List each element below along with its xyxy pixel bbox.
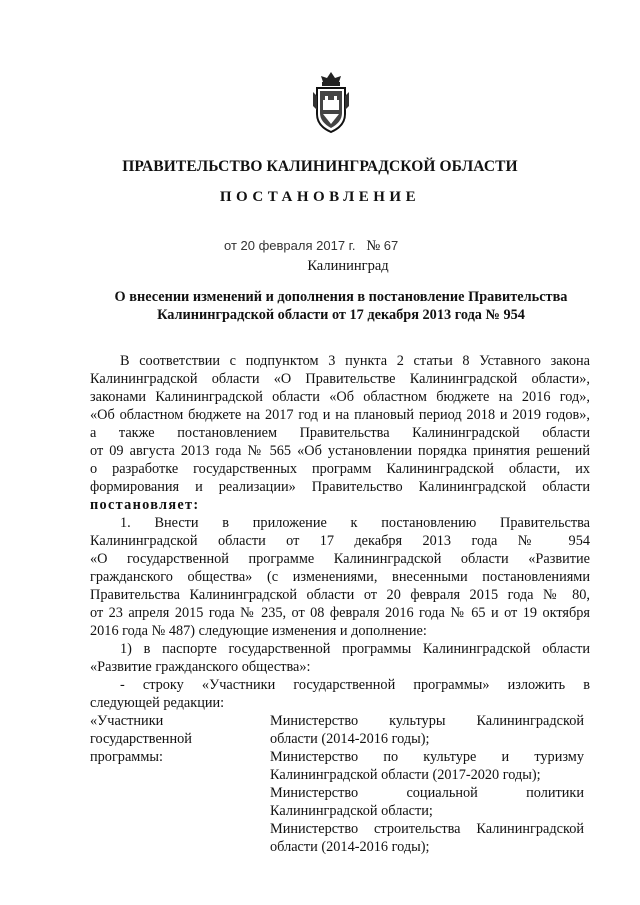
document-date: 20 февраля 2017 г. — [240, 238, 356, 253]
government-name: ПРАВИТЕЛЬСТВО КАЛИНИНГРАДСКОЙ ОБЛАСТИ — [122, 158, 518, 175]
table-left-line: программы: — [90, 749, 163, 765]
body-line: законами Калининградской области «Об областном бюджете на 2016 год», — [90, 389, 590, 405]
dash-line: - строку «Участники государственной программы» изложить в — [120, 677, 590, 693]
item-line: от 23 апреля 2015 года № 235, от 08 февраля 2016 года № 65 и от 19 октября — [90, 605, 590, 621]
body-line: «Об областном бюджете на 2017 год и на плановый период 2018 и 2019 годов», — [90, 407, 590, 423]
item-line: 1. Внести в приложение к постановлению Правительства — [120, 515, 590, 531]
item-line: «О государственной программе Калининградской области «Развитие — [90, 551, 590, 567]
item-line: Калининградской области от 17 декабря 2013 года № 954 — [90, 533, 590, 549]
dash-line: следующей редакции: — [90, 695, 225, 711]
item-line: 2016 года № 487) следующие изменения и дополнение: — [90, 623, 427, 639]
table-right-line: Министерство по культуре и туризму — [270, 749, 584, 765]
coat-of-arms-emblem — [311, 70, 351, 134]
body-line: от 09 августа 2013 года № 565 «Об установлении порядка принятия решений — [90, 443, 590, 459]
table-left-column — [90, 712, 192, 766]
table-left-line: государственной — [90, 731, 192, 747]
number-sign: № — [366, 238, 381, 254]
resolves-word: постановляет: — [90, 497, 200, 513]
body-line: о разработке государственных программ Калининградской области, их — [90, 461, 590, 477]
date-line — [224, 238, 398, 255]
item-line: гражданского общества» (с изменениями, внесенными постановлениями — [90, 569, 590, 585]
date-prefix: от — [224, 238, 237, 253]
table-right-line: области (2014-2016 годы); — [270, 731, 430, 747]
table-right-column — [270, 712, 584, 856]
body-line: Калининградской области «О Правительстве Калининградской области», — [90, 371, 590, 387]
table-right-line: области (2014-2016 годы); — [270, 839, 430, 855]
table-right-line: Калининградской области; — [270, 803, 433, 819]
body-line: формирования и реализации» Правительство Калининградской области — [90, 479, 590, 495]
table-right-line: Министерство строительства Калининградской — [270, 821, 584, 837]
table-right-line: Калининградской области (2017-2020 годы); — [270, 767, 541, 783]
city: Калининград — [307, 258, 389, 274]
title-line-1: О внесении изменений и дополнения в постановление Правительства — [114, 289, 568, 305]
title-line-2: Калининградской области от 17 декабря 2013 года № 954 — [157, 307, 525, 323]
document-number: 67 — [383, 238, 399, 253]
table-right-line: Министерство социальной политики — [270, 785, 584, 801]
subitem-line: «Развитие гражданского общества»: — [90, 659, 311, 675]
subitem-line: 1) в паспорте государственной программы Калининградской области — [120, 641, 590, 657]
table-right-line: Министерство культуры Калининградской — [270, 713, 584, 729]
document-type: ПОСТАНОВЛЕНИЕ — [219, 189, 421, 205]
body-line: В соответствии с подпунктом 3 пункта 2 статьи 8 Уставного закона — [120, 353, 590, 369]
body-line: а также постановлением Правительства Калининградской области — [90, 425, 590, 441]
table-left-line: «Участники — [90, 713, 164, 729]
item-line: Правительства Калининградской области от 20 февраля 2015 года № 80, — [90, 587, 590, 603]
